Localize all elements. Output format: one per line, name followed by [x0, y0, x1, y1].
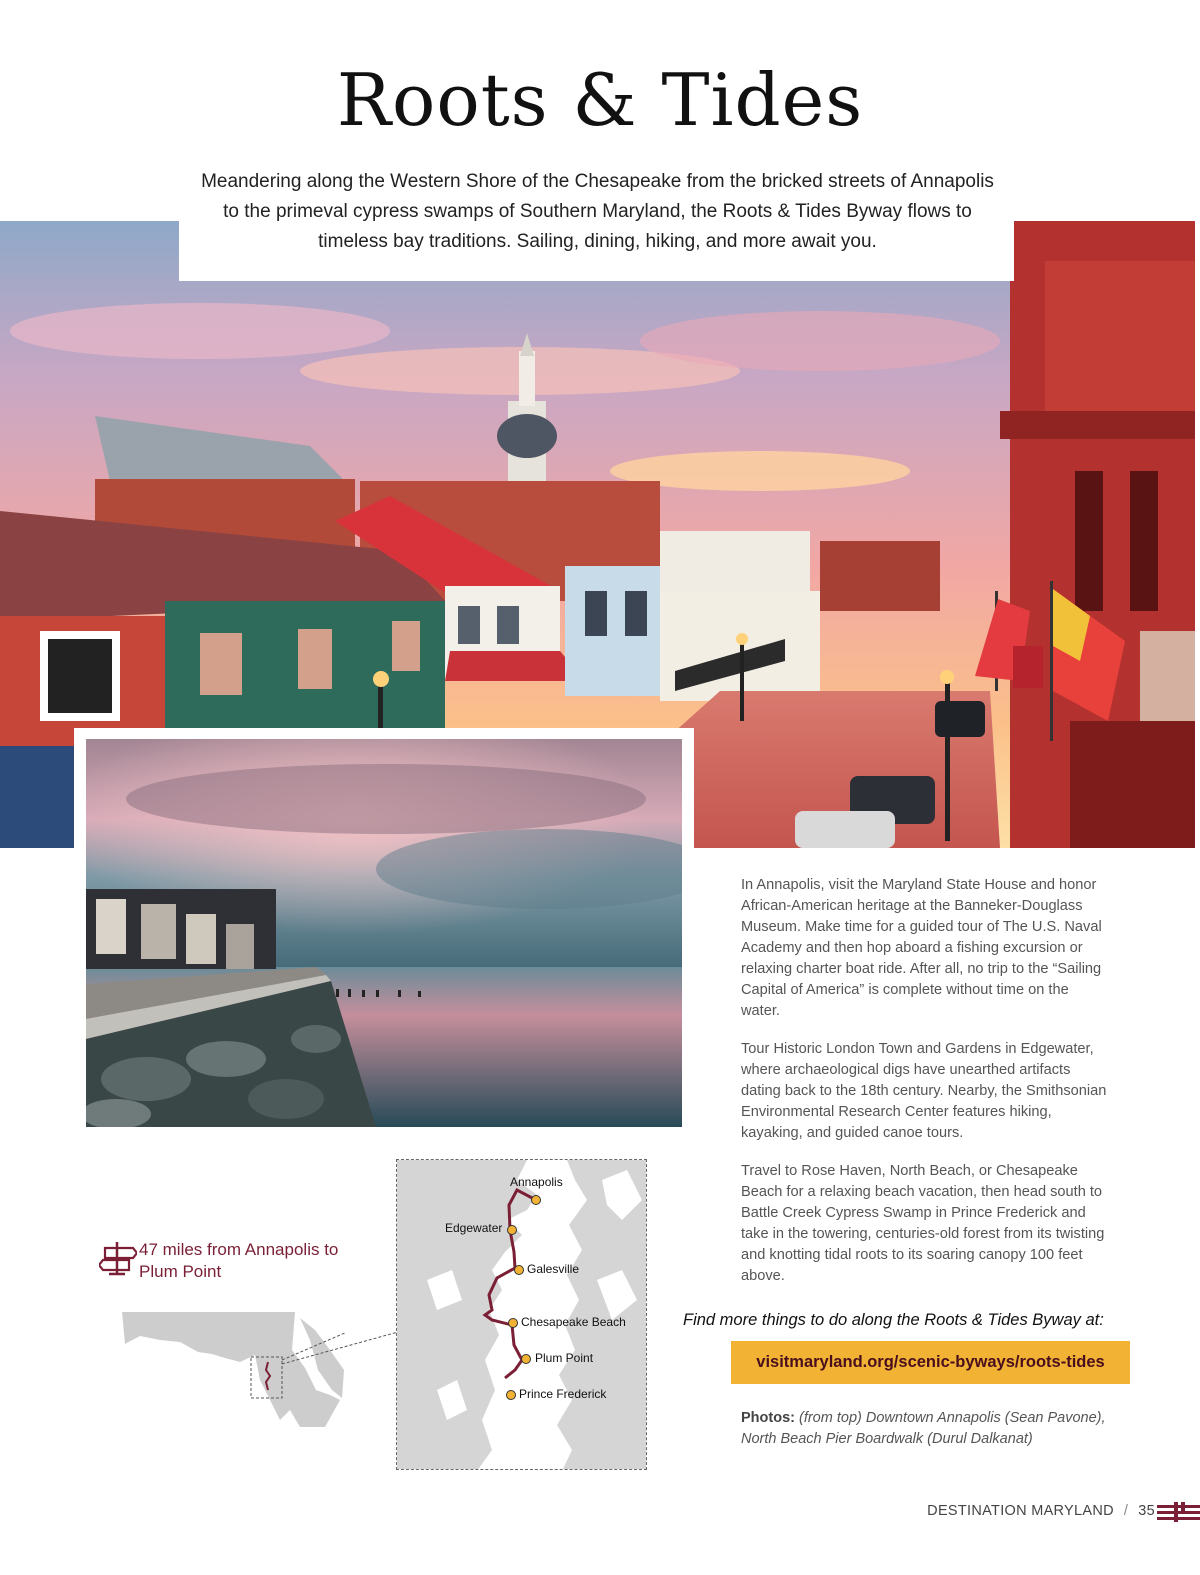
page-number: 35	[1138, 1503, 1155, 1519]
publication-name: DESTINATION MARYLAND	[927, 1503, 1114, 1519]
signpost-icon	[99, 1240, 137, 1276]
map-connector-line	[282, 1330, 400, 1365]
body-paragraph-beaches: Travel to Rose Haven, North Beach, or Chesapeake Beach for a relaxing beach vacation, then head south to Battle Creek Cypress Swamp in Prince Frederick and take in the towering, centuries-old forest from its twisting and knotting tidal roots to its soaring canopy 100 feet above.	[741, 1163, 1105, 1284]
map-label-prince-frederick: Prince Frederick	[519, 1387, 607, 1401]
find-more-text: Find more things to do along the Roots & Tides Byway at:	[683, 1311, 1104, 1329]
body-paragraph-edgewater: Tour Historic London Town and Gardens in Edgewater, where archaeological digs have unearthed artifacts dating back to the 18th century. Nearby, the Smithsonian Environmental Research Center features hiking, kayaking, and guided canoe tours.	[741, 1041, 1107, 1141]
body-text-column	[741, 875, 1111, 1304]
page-footer	[927, 1503, 1155, 1519]
map-label-edgewater: Edgewater	[445, 1221, 503, 1235]
map-label-annapolis: Annapolis	[510, 1175, 563, 1189]
byway-url-link[interactable]: visitmaryland.org/scenic-byways/roots-tides	[731, 1341, 1130, 1384]
maryland-flag-icon	[1157, 1502, 1200, 1522]
pier-photo-north-beach	[86, 739, 682, 1127]
map-label-chesapeake-beach: Chesapeake Beach	[521, 1315, 626, 1329]
byway-route-map	[396, 1159, 647, 1470]
maryland-state-map	[120, 1310, 345, 1430]
body-paragraph-annapolis: In Annapolis, visit the Maryland State House and honor African-American heritage at the Banneker-Douglass Museum. Make time for a guided tour of The U.S. Naval Academy and then hop aboard a fishing excursion or relaxing charter boat ride. After all, no trip to the “Sailing Capital of America” is complete without time on the water.	[741, 877, 1102, 1019]
photo-credits	[741, 1408, 1141, 1450]
map-label-galesville: Galesville	[527, 1262, 580, 1276]
photo-credits-label: Photos:	[741, 1410, 795, 1426]
intro-text: Meandering along the Western Shore of the Chesapeake from the bricked streets of Annapolis to the primeval cypress swamps of Southern Maryland, the Roots & Tides Byway flows to timeless bay traditions. Sailing, dining, hiking, and more await you.	[201, 171, 994, 252]
photo-credits-text: (from top) Downtown Annapolis (Sean Pavone), North Beach Pier Boardwalk (Durul Dalkanat)	[741, 1410, 1106, 1447]
route-distance-text: 47 miles from Annapolis to Plum Point	[139, 1240, 339, 1281]
page-title: Roots & Tides	[336, 58, 864, 142]
map-label-plum-point: Plum Point	[535, 1351, 594, 1365]
footer-separator: /	[1123, 1503, 1129, 1519]
